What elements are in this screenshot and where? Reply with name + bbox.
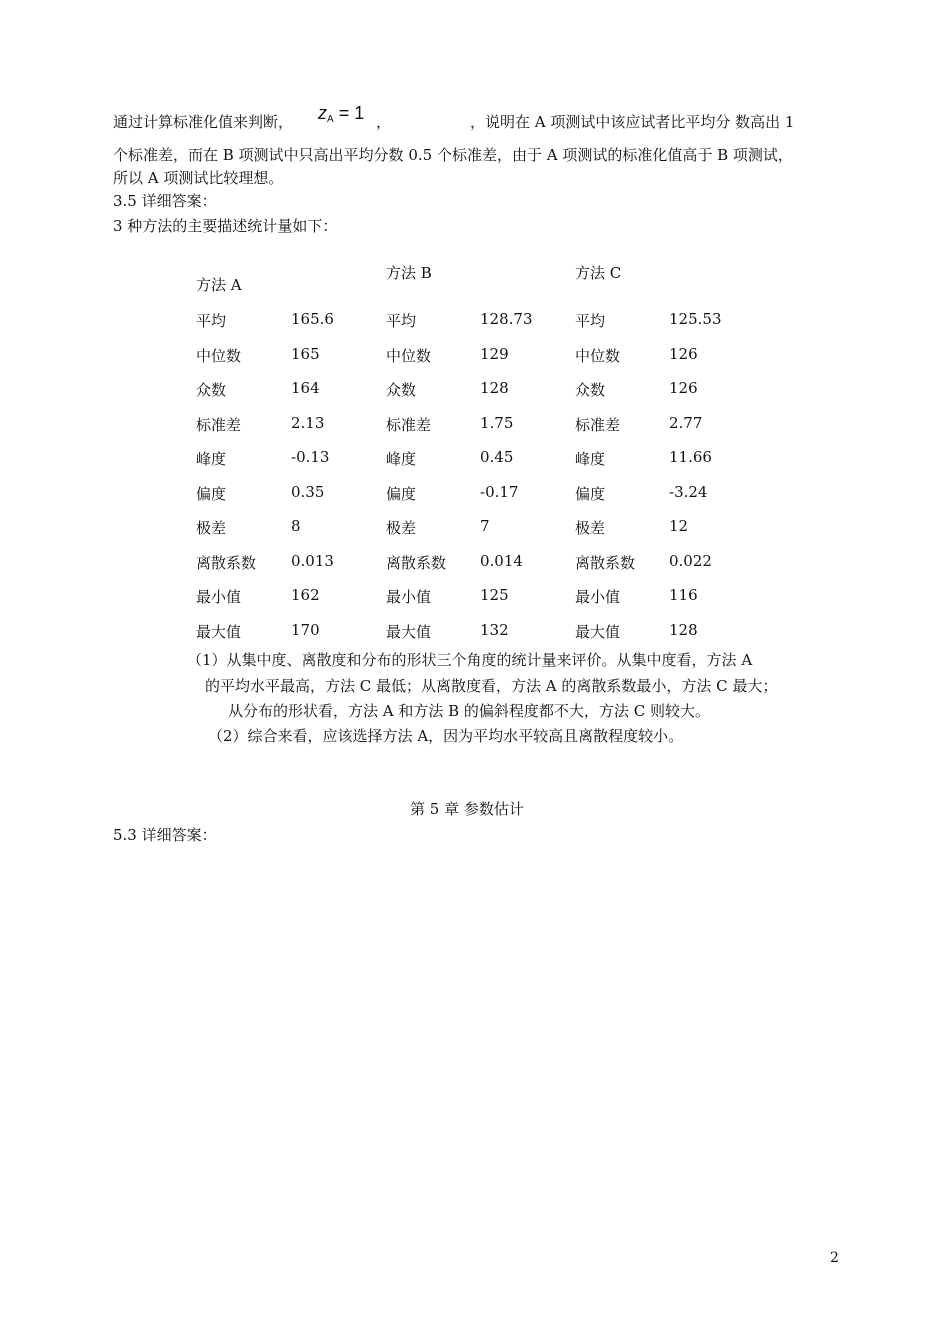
stat-label-c: 最大值 — [575, 623, 621, 641]
stat-label-c: 标准差 — [575, 416, 621, 434]
analysis-p1-line-2: 的平均水平最高，方法 C 最低；从离散度看，方法 A 的离散系数最小，方法 C 最大； — [205, 677, 778, 695]
stat-value-b: 125 — [480, 586, 509, 604]
stat-label-a: 最大值 — [196, 623, 242, 641]
stat-label-b: 离散系数 — [386, 554, 447, 572]
stat-label-b: 极差 — [386, 519, 417, 537]
intro-line-1 — [113, 110, 293, 134]
stat-label-a: 极差 — [196, 519, 227, 537]
stat-value-c: 126 — [669, 345, 698, 363]
analysis-p2: （2）综合来看，应该选择方法 A，因为平均水平较高且离散程度较小。 — [208, 727, 684, 745]
stat-value-a: 2.13 — [291, 414, 325, 432]
table-header-method-c: 方法 C — [575, 264, 622, 282]
stat-value-c: 2.77 — [669, 414, 703, 432]
stat-label-b: 峰度 — [386, 450, 417, 468]
formula-comma: ， — [376, 113, 392, 131]
stat-value-b: 128 — [480, 379, 509, 397]
stat-value-b: 0.45 — [480, 448, 514, 466]
stat-label-c: 极差 — [575, 519, 606, 537]
stat-value-a: 8 — [291, 517, 301, 535]
page-number: 2 — [830, 1250, 839, 1266]
z-score-formula — [318, 103, 364, 124]
stat-label-b: 中位数 — [386, 347, 432, 365]
formula-subscript: A — [327, 114, 334, 125]
stat-label-c: 中位数 — [575, 347, 621, 365]
stat-label-c: 离散系数 — [575, 554, 636, 572]
stat-value-c: 11.66 — [669, 448, 712, 466]
stat-label-c: 平均 — [575, 312, 606, 330]
stat-label-b: 平均 — [386, 312, 417, 330]
stat-label-a: 最小值 — [196, 588, 242, 606]
stat-label-b: 最小值 — [386, 588, 432, 606]
analysis-p1-line-1: （1）从集中度、离散度和分布的形状三个角度的统计量来评价。从集中度看，方法 A — [187, 651, 753, 669]
formula-rhs: = 1 — [338, 103, 365, 123]
stat-label-a: 中位数 — [196, 347, 242, 365]
chapter-5-title: 第 5 章 参数估计 — [410, 800, 524, 818]
stat-value-c: -3.24 — [669, 483, 708, 501]
stat-label-b: 偏度 — [386, 485, 417, 503]
stat-value-a: 0.013 — [291, 552, 334, 570]
stat-value-a: 170 — [291, 621, 320, 639]
stat-value-c: 0.022 — [669, 552, 712, 570]
stat-value-c: 12 — [669, 517, 689, 535]
stat-value-b: 132 — [480, 621, 509, 639]
formula-variable: z — [318, 103, 327, 123]
intro-line-2: 个标准差，而在 B 项测试中只高出平均分数 0.5 个标准差，由于 A 项测试的标准化值高于 B 项测试， — [113, 146, 793, 164]
table-header-method-b: 方法 B — [386, 264, 432, 282]
stat-label-a: 平均 — [196, 312, 227, 330]
stat-label-b: 众数 — [386, 381, 417, 399]
table-header-method-a: 方法 A — [196, 276, 242, 294]
stat-label-a: 标准差 — [196, 416, 242, 434]
stat-value-b: 129 — [480, 345, 509, 363]
stat-label-c: 峰度 — [575, 450, 606, 468]
analysis-p1-line-3: 从分布的形状看，方法 A 和方法 B 的偏斜程度都不大，方法 C 则较大。 — [228, 702, 710, 720]
stat-value-c: 116 — [669, 586, 698, 604]
stat-value-c: 126 — [669, 379, 698, 397]
stat-label-b: 最大值 — [386, 623, 432, 641]
stat-value-b: 0.014 — [480, 552, 523, 570]
intro-line-1-start: 通过计算标准化值来判断， — [113, 113, 294, 131]
stat-value-b: 7 — [480, 517, 490, 535]
stat-value-b: 128.73 — [480, 310, 533, 328]
stat-label-c: 最小值 — [575, 588, 621, 606]
intro-line-3: 所以 A 项测试比较理想。 — [113, 169, 284, 187]
stat-value-c: 125.53 — [669, 310, 722, 328]
stat-value-b: -0.17 — [480, 483, 519, 501]
stat-label-c: 偏度 — [575, 485, 606, 503]
stat-label-a: 峰度 — [196, 450, 227, 468]
stat-value-c: 128 — [669, 621, 698, 639]
stat-value-a: 162 — [291, 586, 320, 604]
stat-value-a: 165 — [291, 345, 320, 363]
stat-value-a: 165.6 — [291, 310, 334, 328]
stat-label-a: 偏度 — [196, 485, 227, 503]
stat-value-a: 0.35 — [291, 483, 325, 501]
stat-label-a: 离散系数 — [196, 554, 257, 572]
stat-label-c: 众数 — [575, 381, 606, 399]
section-3-5-heading: 3.5 详细答案： — [113, 192, 217, 210]
section-3-5-description: 3 种方法的主要描述统计量如下： — [113, 217, 338, 235]
stat-value-a: -0.13 — [291, 448, 330, 466]
stat-label-b: 标准差 — [386, 416, 432, 434]
intro-line-1-end: ，说明在 A 项测试中该应试者比平均分 数高出 1 — [470, 113, 795, 131]
stat-value-b: 1.75 — [480, 414, 514, 432]
section-5-3-heading: 5.3 详细答案： — [113, 826, 217, 844]
stat-label-a: 众数 — [196, 381, 227, 399]
stat-value-a: 164 — [291, 379, 320, 397]
